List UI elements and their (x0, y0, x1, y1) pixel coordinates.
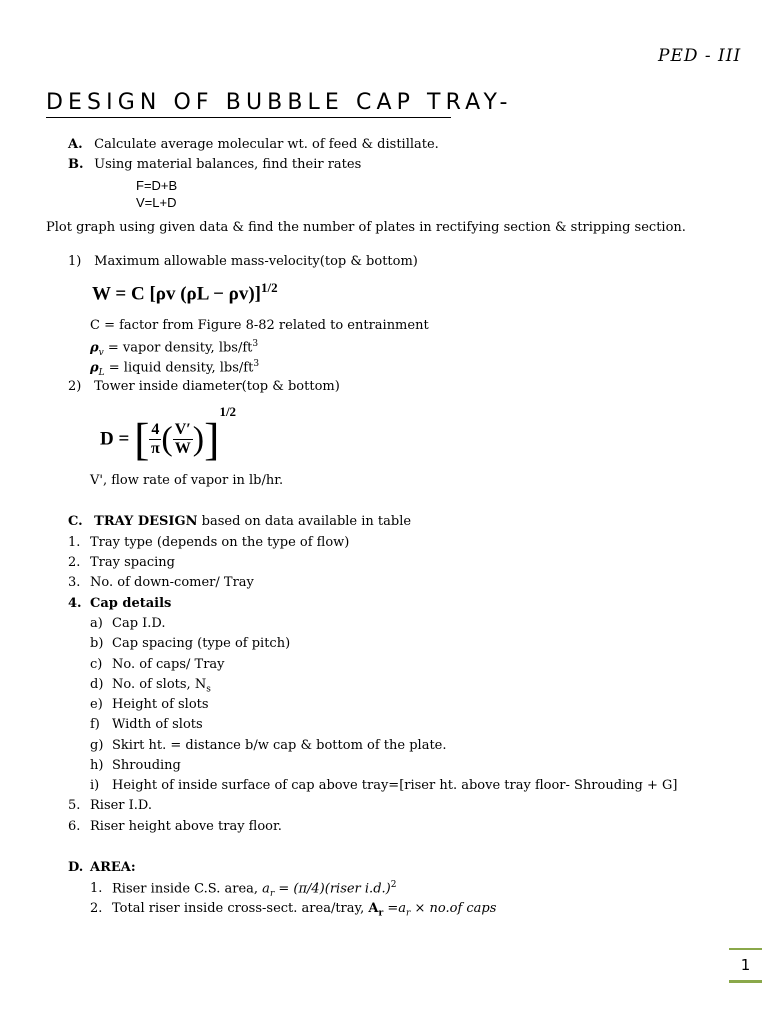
eq2-vden: W (174, 440, 191, 458)
area-heading-text: AREA: (90, 860, 136, 875)
cap-item-d (90, 677, 211, 695)
cap-item-g-key: g) (90, 738, 104, 753)
cap-item-c-key: c) (90, 657, 103, 672)
tray-item-3-text: No. of down-comer/ Tray (90, 575, 254, 590)
plot-note: Plot graph using given data & find the number of plates in rectifying section & stripping section. (46, 220, 686, 235)
cap-heading: Cap details (90, 596, 172, 611)
cap-item-f (90, 717, 203, 732)
item-2-num: 2) (68, 379, 82, 394)
tray-item-1-num: 1. (68, 535, 81, 550)
tray-item-5-num: 5. (68, 798, 81, 813)
title-underline (46, 117, 451, 118)
area-item-2 (90, 901, 496, 919)
step-a (68, 137, 439, 152)
area-item-1 (90, 880, 396, 899)
eq2-right-bracket: ] (204, 413, 220, 465)
tray-item-1 (68, 535, 349, 550)
eq2-den: π (151, 440, 160, 458)
def-rhov-cube: 3 (252, 339, 259, 349)
cap-item-c (90, 657, 225, 672)
eq1-lhs: W = C (92, 283, 145, 305)
equation-diameter (100, 404, 236, 464)
area-item-2-msub: r (406, 908, 411, 919)
cap-item-i-text: Height of inside surface of cap above tray=[riser ht. above tray floor- Shrouding + G] (112, 778, 678, 793)
area-item-1-rest: = (π/4)(riser i.d.) (274, 881, 391, 897)
item-2-text: Tower inside diameter(top & bottom) (94, 379, 340, 394)
cap-item-a-key: a) (90, 616, 103, 631)
item-2 (68, 379, 340, 394)
cap-item-g (90, 738, 447, 753)
def-rhov-sub: v (98, 347, 104, 358)
cap-item-e-text: Height of slots (112, 697, 209, 712)
tray-heading-rest: based on data available in table (197, 514, 412, 529)
cap-item-a (90, 616, 166, 631)
eq2-vnum: V′ (174, 421, 191, 439)
tray-item-2 (68, 555, 175, 570)
cap-item-a-text: Cap I.D. (112, 616, 166, 631)
tray-item-3 (68, 575, 254, 590)
step-b-text: Using material balances, find their rates (94, 157, 362, 172)
def-rhov-text: = vapor density, lbs/ft (103, 340, 253, 356)
cap-item-b-key: b) (90, 636, 104, 651)
equation-mass-velocity (92, 280, 278, 305)
area-item-1-num: 1. (90, 881, 103, 897)
def-rhov-sym: ρ (90, 340, 99, 356)
cap-item-d-key: d) (90, 677, 104, 692)
eq2-right-paren: ) (192, 420, 205, 458)
def-c: C = factor from Figure 8-82 related to entrainment (90, 318, 429, 333)
tray-item-4 (68, 596, 171, 611)
area-item-1-sub: r (269, 888, 275, 899)
cap-item-h-text: Shrouding (112, 758, 181, 773)
area-item-2-text: Total riser inside cross-sect. area/tray, (112, 901, 369, 916)
def-rhol-cube: 3 (253, 359, 260, 369)
tray-item-6 (68, 819, 282, 834)
cap-item-i-key: i) (90, 778, 100, 793)
cap-item-i (90, 778, 678, 793)
tray-item-6-text: Riser height above tray floor. (90, 819, 282, 834)
eq2-frac-4-pi (149, 421, 161, 458)
item-1-text: Maximum allowable mass-velocity(top & bottom) (94, 254, 418, 269)
area-item-2-math: a (398, 901, 407, 916)
area-item-1-math: a (262, 881, 270, 897)
step-a-text: Calculate average molecular wt. of feed & distillate. (94, 137, 439, 152)
cap-item-f-key: f) (90, 717, 100, 732)
area-item-1-text: Riser inside C.S. area, (112, 881, 263, 897)
tray-heading (68, 514, 411, 529)
eq2-exp: 1/2 (219, 404, 237, 419)
area-item-1-sup: 2 (390, 880, 397, 890)
tray-item-1-text: Tray type (depends on the type of flow) (90, 535, 350, 550)
tray-item-4-num: 4. (68, 596, 82, 611)
item-1-num: 1) (68, 254, 82, 269)
area-item-2-sub: r (378, 908, 384, 919)
def-rhol-sym: ρ (90, 360, 99, 376)
cap-item-b-text: Cap spacing (type of pitch) (112, 636, 291, 651)
eq1-body: [ρv (ρL − ρv)] (149, 283, 261, 305)
eq2-left-paren: ( (161, 420, 173, 458)
area-heading (68, 860, 136, 875)
tray-item-5 (68, 798, 152, 813)
area-item-2-eq: = (383, 901, 399, 916)
tray-heading-bold: TRAY DESIGN (94, 514, 198, 529)
step-a-label: A. (68, 137, 83, 152)
page-number: 1 (729, 948, 762, 983)
cap-item-h (90, 758, 181, 773)
cap-item-d-text: No. of slots, N (112, 677, 207, 692)
cap-item-e (90, 697, 209, 712)
tray-item-6-num: 6. (68, 819, 81, 834)
eq2-frac-v-w (173, 421, 193, 458)
def-rhol (90, 359, 259, 378)
cap-item-g-text: Skirt ht. = distance b/w cap & bottom of the plate. (112, 738, 447, 753)
eq1-exp: 1/2 (260, 280, 278, 295)
area-item-2-rest: × no.of caps (410, 901, 497, 916)
item-1 (68, 254, 418, 269)
tray-item-2-text: Tray spacing (90, 555, 175, 570)
page-title: DESIGN OF BUBBLE CAP TRAY- (46, 90, 513, 115)
step-b-label: B. (68, 157, 84, 172)
cap-item-c-text: No. of caps/ Tray (112, 657, 225, 672)
header-code: PED - III (658, 46, 742, 66)
eq2-lhs: D = (100, 428, 130, 450)
balance-2: V=L+D (136, 195, 177, 210)
area-item-2-num: 2. (90, 901, 103, 916)
cap-item-h-key: h) (90, 758, 104, 773)
cap-item-b (90, 636, 290, 651)
def-rhol-text: = liquid density, lbs/ft (104, 360, 254, 376)
cap-item-e-key: e) (90, 697, 103, 712)
area-label: D. (68, 860, 84, 875)
tray-item-5-text: Riser I.D. (90, 798, 153, 813)
cap-item-f-text: Width of slots (112, 717, 203, 732)
eq2-left-bracket: [ (134, 413, 150, 465)
def-rhol-sub: L (98, 367, 105, 378)
cap-item-d-sub: s (206, 684, 211, 695)
balance-1: F=D+B (136, 178, 178, 193)
tray-label: C. (68, 514, 83, 529)
def-rhov (90, 339, 258, 358)
step-b (68, 157, 361, 172)
area-item-2-bold: A (368, 901, 379, 916)
tray-item-2-num: 2. (68, 555, 81, 570)
v-note: V', flow rate of vapor in lb/hr. (90, 473, 284, 488)
tray-item-3-num: 3. (68, 575, 81, 590)
eq2-num: 4 (151, 421, 160, 439)
